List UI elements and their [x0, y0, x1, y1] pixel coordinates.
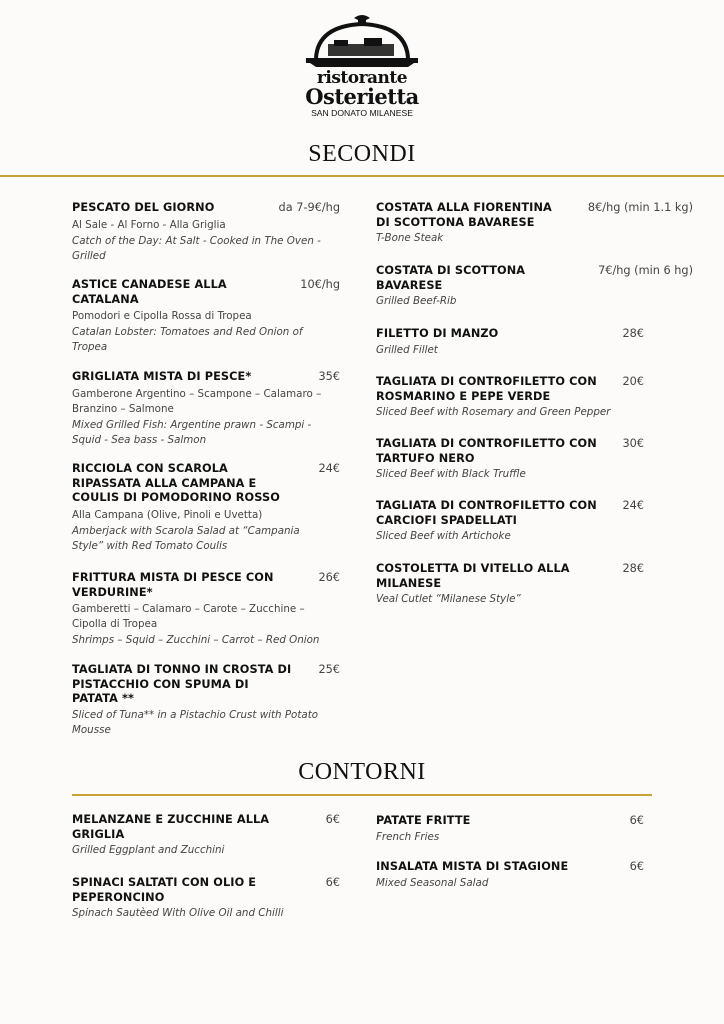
item-description: Gamberetti – Calamaro – Carote – Zucchine – Cipolla di Tropea — [72, 603, 305, 631]
item-english-description: Sliced Beef with Black Truffle — [376, 468, 526, 481]
item-english-description: Grilled Fillet — [376, 343, 438, 356]
menu-item — [72, 201, 340, 264]
item-price: 35€ — [318, 370, 340, 383]
logo-line-osterietta: Osterietta — [305, 84, 419, 109]
item-english-description: French Fries — [376, 830, 440, 843]
item-english-description: Catch of the Day: At Salt - Cooked in The Oven - Grilled — [72, 234, 321, 262]
section-divider — [0, 175, 724, 177]
item-english-description: Shrimps – Squid – Zucchini – Carrot – Red Onion — [72, 634, 320, 647]
menu-item — [72, 571, 340, 648]
item-name: SPINACI SALTATI CON OLIO E PEPERONCINO — [72, 876, 257, 904]
item-name: TAGLIATA DI TONNO IN CROSTA DI PISTACCHIO CON SPUMA DI PATATA ** — [72, 663, 292, 706]
item-price: 25€ — [318, 663, 340, 676]
item-name: PATATE FRITTE — [376, 814, 471, 827]
restaurant-logo — [300, 12, 424, 122]
item-price: 6€ — [629, 814, 644, 827]
item-price: 24€ — [622, 499, 644, 512]
logo-location: SAN DONATO MILANESE — [311, 108, 413, 118]
item-name: RICCIOLA CON SCAROLA RIPASSATA ALLA CAMPANA E COULIS DI POMODORINO ROSSO — [72, 462, 280, 505]
item-name: COSTATA ALLA FIORENTINA DI SCOTTONA BAVARESE — [376, 201, 552, 229]
menu-item — [376, 860, 644, 891]
item-english-description: Spinach Sautèed With Olive Oil and Chilli — [72, 907, 284, 920]
section-title-secondi: SECONDI — [308, 141, 416, 167]
section-title-contorni: CONTORNI — [298, 759, 426, 785]
item-name: TAGLIATA DI CONTROFILETTO CON ROSMARINO E PEPE VERDE — [376, 375, 597, 403]
logo-line-ristorante: ristorante — [316, 68, 408, 88]
item-price: 20€ — [622, 375, 644, 388]
item-price: 7€/hg (min 6 hg) — [598, 264, 693, 277]
item-english-description: Catalan Lobster: Tomatoes and Red Onion of Tropea — [72, 326, 303, 354]
item-english-description: Sliced Beef with Rosemary and Green Pepper — [376, 406, 611, 419]
item-name: INSALATA MISTA DI STAGIONE — [376, 860, 569, 873]
menu-item — [376, 562, 644, 607]
item-price: 24€ — [318, 462, 340, 475]
item-english-description: Veal Cutlet “Milanese Style” — [376, 593, 521, 606]
item-name: COSTOLETTA DI VITELLO ALLA MILANESE — [376, 562, 570, 590]
item-price: 10€/hg — [300, 278, 340, 291]
menu-item — [72, 876, 340, 921]
item-description: Gamberone Argentino – Scampone – Calamaro – Branzino – Salmone — [72, 387, 322, 415]
item-name: TAGLIATA DI CONTROFILETTO CON TARTUFO NERO — [376, 437, 597, 465]
menu-item — [376, 499, 644, 544]
menu-item — [376, 814, 644, 845]
menu-item — [376, 201, 693, 246]
menu-item — [376, 437, 644, 482]
item-price: da 7-9€/hg — [278, 201, 340, 214]
item-price: 26€ — [318, 571, 340, 584]
menu-item — [72, 370, 340, 448]
item-english-description: Grilled Beef-Rib — [376, 295, 457, 308]
item-english-description: Sliced Beef with Artichoke — [376, 530, 511, 543]
item-english-description: Mixed Seasonal Salad — [376, 876, 489, 889]
item-name: COSTATA DI SCOTTONA BAVARESE — [376, 264, 526, 292]
menu-item — [376, 375, 644, 420]
menu-item — [376, 264, 693, 309]
menu-item — [72, 813, 340, 858]
item-price: 8€/hg (min 1.1 kg) — [587, 201, 693, 214]
item-name: FRITTURA MISTA DI PESCE CON VERDURINE* — [72, 571, 274, 599]
item-description: Alla Campana (Olive, Pinoli e Uvetta) — [72, 508, 263, 521]
cloche-icon — [304, 12, 420, 72]
section-divider — [72, 794, 652, 796]
item-description: Pomodori e Cipolla Rossa di Tropea — [72, 310, 252, 323]
item-english-description: Grilled Eggplant and Zucchini — [72, 844, 225, 857]
item-price: 6€ — [325, 813, 340, 826]
menu-item — [72, 278, 340, 355]
item-name: FILETTO DI MANZO — [376, 327, 499, 340]
item-name: ASTICE CANADESE ALLA CATALANA — [72, 278, 227, 306]
menu-item — [376, 327, 644, 358]
item-english-description: Mixed Grilled Fish: Argentine prawn - Scampi - Squid - Sea bass - Salmon — [72, 418, 312, 446]
item-name: GRIGLIATA MISTA DI PESCE* — [72, 370, 252, 383]
item-name: MELANZANE E ZUCCHINE ALLA GRIGLIA — [72, 813, 270, 841]
item-price: 30€ — [622, 437, 644, 450]
item-english-description: Amberjack with Scarola Salad at “Campania Style” with Red Tomato Coulis — [72, 524, 300, 552]
menu-item — [72, 663, 340, 738]
item-description: Al Sale - Al Forno - Alla Griglia — [72, 218, 226, 231]
item-price: 6€ — [629, 860, 644, 873]
item-name: TAGLIATA DI CONTROFILETTO CON CARCIOFI SPADELLATI — [376, 499, 597, 527]
item-english-description: T-Bone Steak — [376, 232, 444, 245]
item-price: 28€ — [622, 327, 644, 340]
item-name: PESCATO DEL GIORNO — [72, 201, 215, 214]
item-price: 28€ — [622, 562, 644, 575]
menu-item — [72, 462, 340, 554]
item-price: 6€ — [325, 876, 340, 889]
item-english-description: Sliced of Tuna** in a Pistachio Crust with Potato Mousse — [72, 708, 319, 736]
